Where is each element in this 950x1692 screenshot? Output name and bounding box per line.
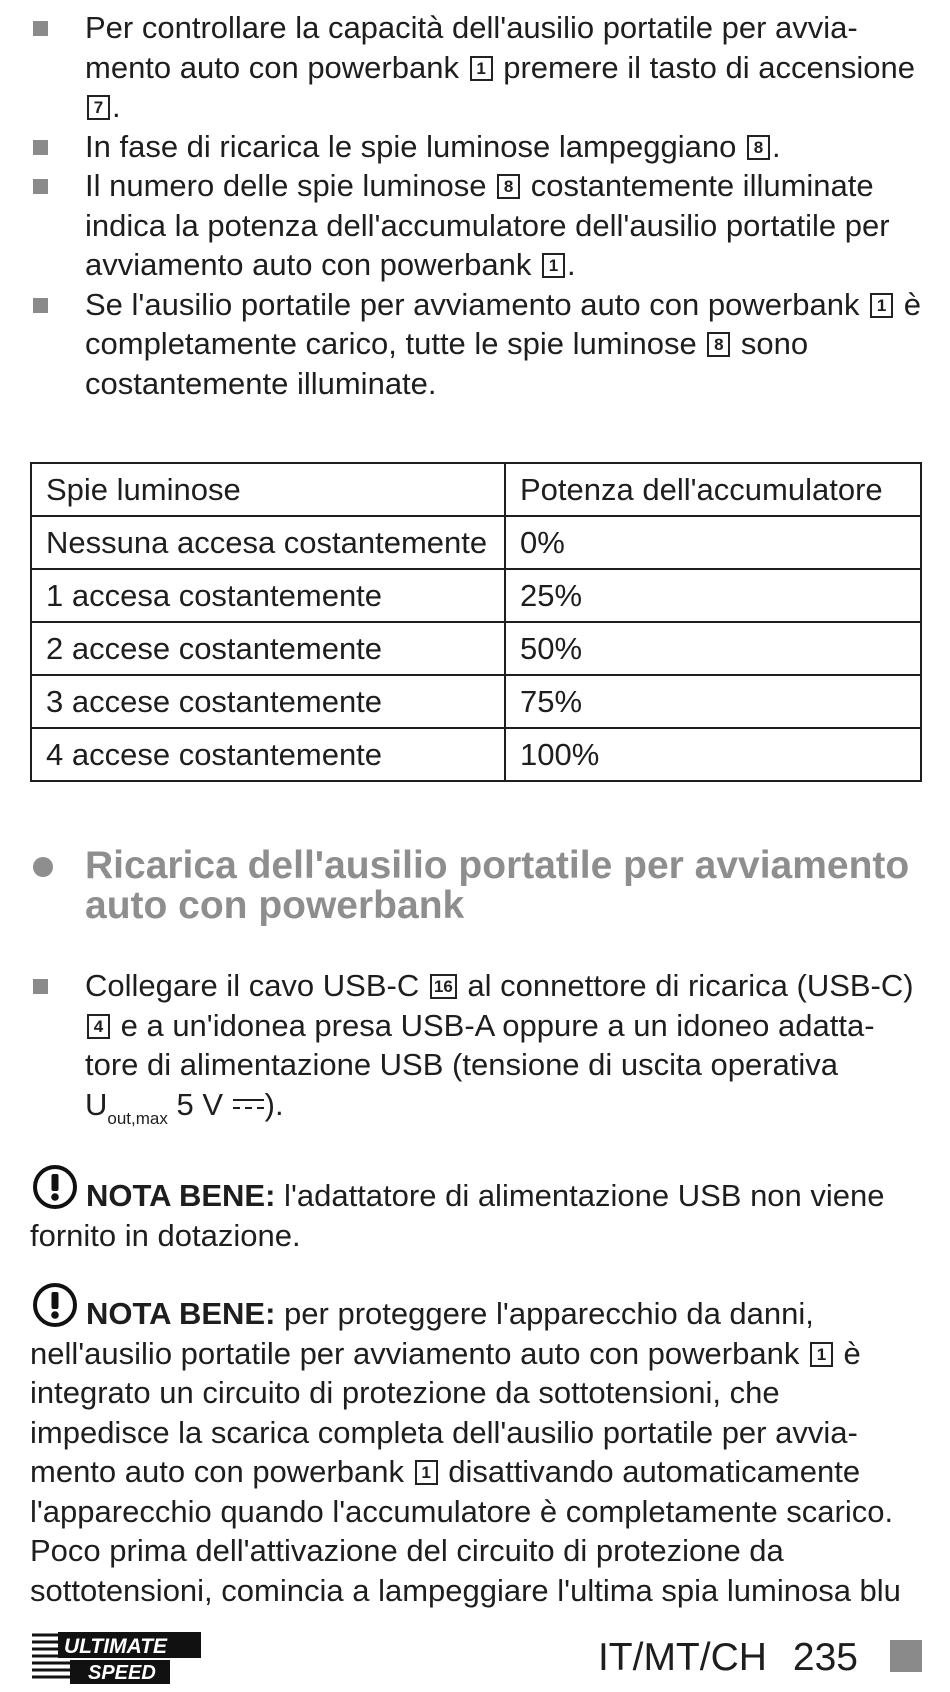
table-row <box>31 569 921 622</box>
voltage-subscript: out,max <box>107 1108 168 1128</box>
capacity-instructions <box>30 8 922 403</box>
charging-instructions <box>30 966 922 1138</box>
part-reference-badge: 4 <box>87 1014 110 1039</box>
table-cell: 50% <box>505 622 921 675</box>
bullet-square-icon <box>33 979 48 994</box>
part-reference-badge: 1 <box>870 293 893 318</box>
part-reference-badge: 7 <box>87 95 110 120</box>
part-reference-badge: 8 <box>747 135 770 160</box>
table-cell: 0% <box>505 516 921 569</box>
table-cell: 4 accese costantemente <box>31 728 505 781</box>
list-item: Per controllare la capacità dell'ausilio portatile per avvia-mento auto con powerbank 1 premere il tasto di accensione 7 . <box>30 8 922 127</box>
table-row <box>31 675 921 728</box>
battery-level-table <box>30 462 922 782</box>
table-cell: 2 accese costantemente <box>31 622 505 675</box>
note-usb-adapter: NOTA BENE: l'adattatore di alimentazione USB non viene fornito in dotazione. <box>30 1164 922 1255</box>
list-item: In fase di ricarica le spie luminose lampeggiano 8 . <box>30 127 922 167</box>
part-reference-badge: 8 <box>497 174 520 199</box>
heading-bullet-icon <box>33 857 53 877</box>
note-undervoltage-protection: NOTA BENE: per proteggere l'apparecchio da danni, nell'ausilio portatile per avviamento auto con powerbank 1 è integrato un circuito di protezione da sottotensioni, che impedisce la scarica completa dell'ausilio portatile per avvia-mento auto con powerbank 1 disattivando automaticamente l'apparecchio quando l'accumulatore è completamente scarico. Poco prima dell'attivazione del circuito di protezione da sottotensioni, comincia a lampeggiare l'ultima spia luminosa blu <box>30 1282 922 1610</box>
part-reference-badge: 16 <box>430 974 457 999</box>
table-cell: Nessuna accesa costantemente <box>31 516 505 569</box>
part-reference-badge: 1 <box>810 1342 833 1367</box>
list-item: Il numero delle spie luminose 8 costantemente illuminate indica la potenza dell'accumulatore dell'ausilio portatile per avviamento auto con powerbank 1 . <box>30 166 922 285</box>
page-footer <box>30 1630 922 1686</box>
note-label: NOTA BENE: <box>86 1178 276 1213</box>
section-heading: Ricarica dell'ausilio portatile per avviamento auto con powerbank <box>30 846 922 926</box>
attention-icon <box>30 1164 80 1210</box>
table-row <box>31 622 921 675</box>
svg-text:SPEED: SPEED <box>88 1662 156 1684</box>
list-item: Collegare il cavo USB-C 16 al connettore di ricarica (USB-C) 4 e a un'idonea presa USB-A oppure a un idoneo adatta-tore di alimentazione USB (tensione di uscita operativa $U_{out,max}$ 5 V ). <box>30 966 922 1138</box>
part-reference-badge: 1 <box>470 56 493 81</box>
footer-square-icon <box>890 1640 922 1672</box>
table-cell: 75% <box>505 675 921 728</box>
bullet-square-icon <box>33 140 48 155</box>
part-reference-badge: 1 <box>415 1460 438 1485</box>
attention-icon <box>30 1282 80 1328</box>
svg-text:ULTIMATE: ULTIMATE <box>64 1635 168 1658</box>
page-info <box>598 1636 858 1680</box>
table-header-row <box>31 463 921 516</box>
bullet-square-icon <box>33 21 48 36</box>
bullet-square-icon <box>33 298 48 313</box>
table-cell: 25% <box>505 569 921 622</box>
column-header: Spie luminose <box>31 463 505 516</box>
part-reference-badge: 1 <box>542 253 565 278</box>
bullet-square-icon <box>33 179 48 194</box>
page-number: 235 <box>792 1636 858 1679</box>
list-item: Se l'ausilio portatile per avviamento auto con powerbank 1 è completamente carico, tutte le spie luminose 8 sono costantemente illuminate. <box>30 285 922 404</box>
table-cell: 1 accesa costantemente <box>31 569 505 622</box>
table-row <box>31 516 921 569</box>
ultimate-speed-logo <box>30 1630 205 1686</box>
table-row <box>31 728 921 781</box>
direct-current-icon <box>232 1097 265 1111</box>
table-cell: 100% <box>505 728 921 781</box>
part-reference-badge: 8 <box>707 332 730 357</box>
note-label: NOTA BENE: <box>86 1296 276 1331</box>
locale-code: IT/MT/CH <box>597 1636 767 1679</box>
table-cell: 3 accese costantemente <box>31 675 505 728</box>
column-header: Potenza dell'accumulatore <box>505 463 921 516</box>
